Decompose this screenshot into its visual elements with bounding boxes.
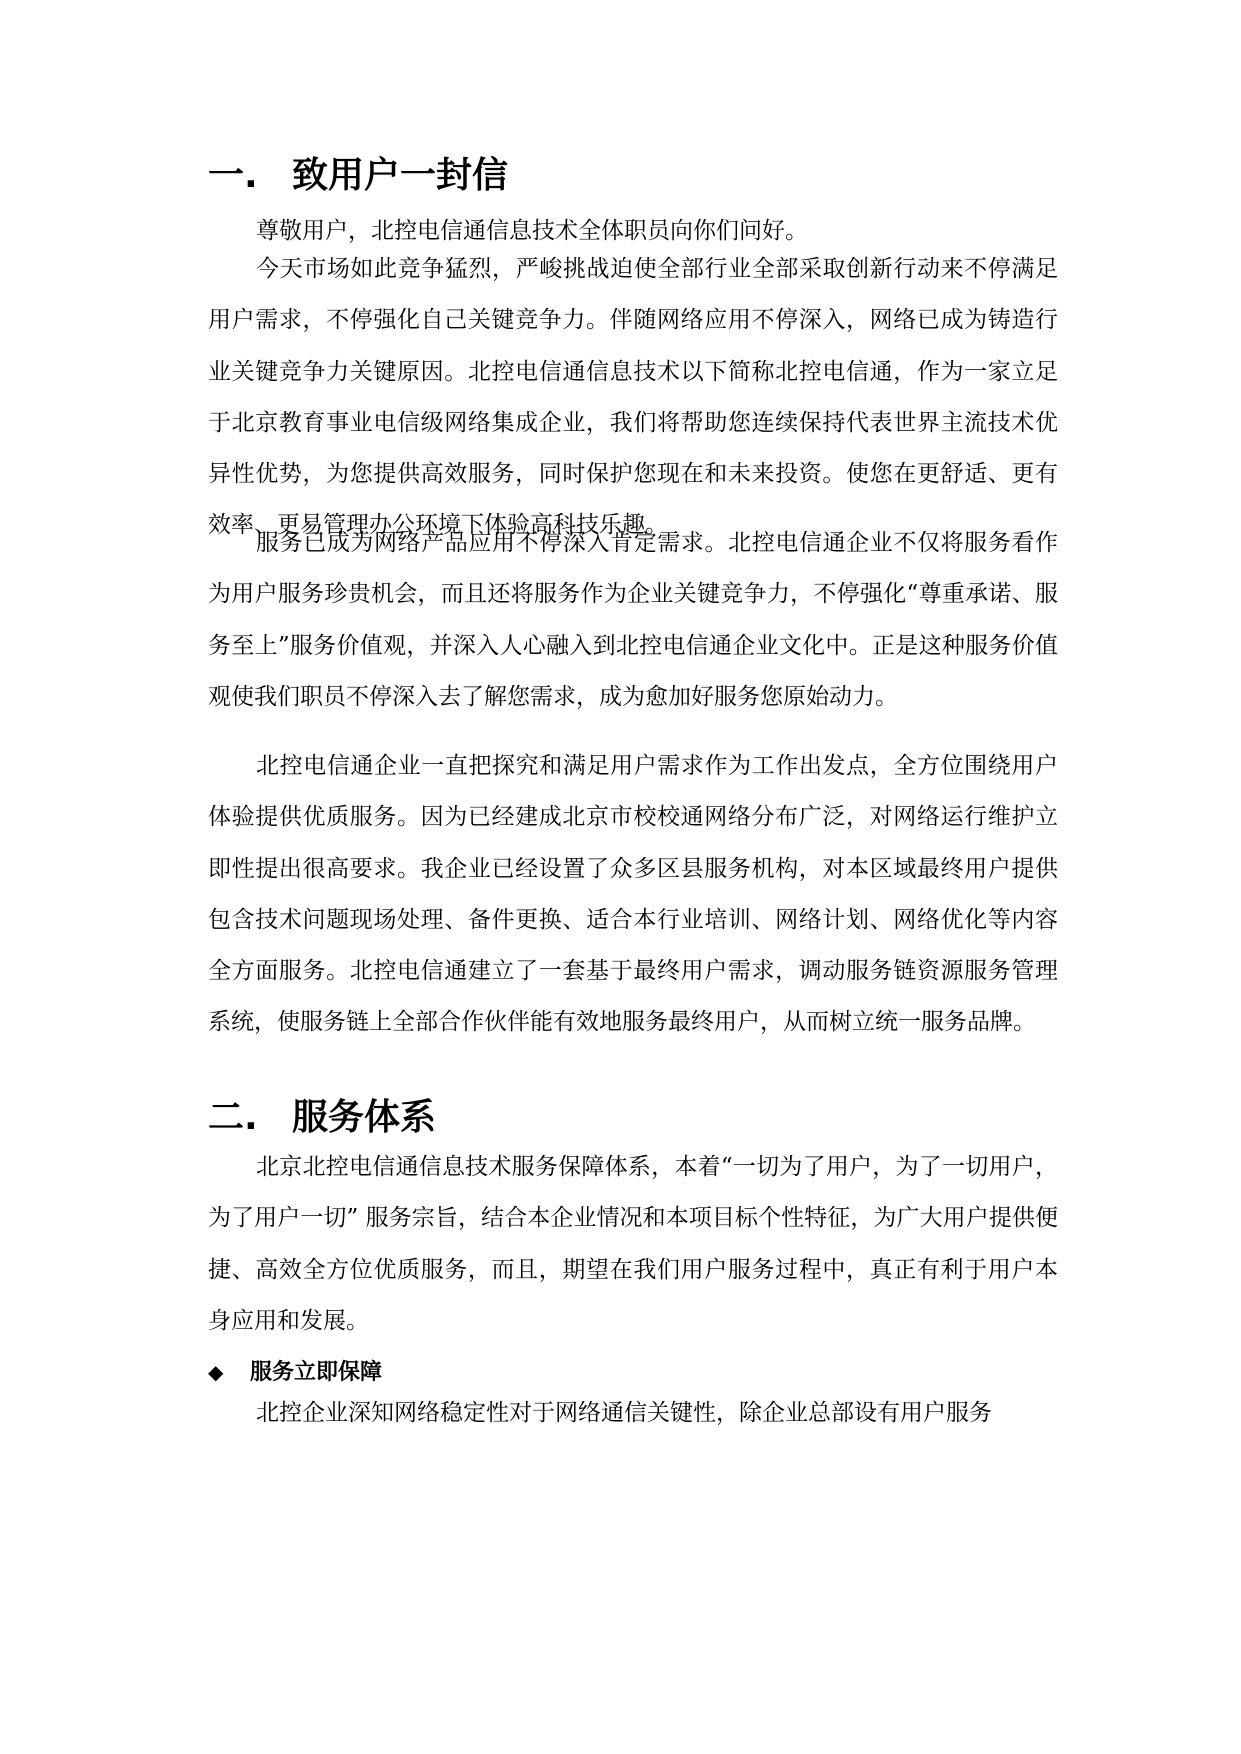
section-1-paragraph-2: 今天市场如此竞争猛烈，严峻挑战迫使全部行业全部采取创新行动来不停满足用户需求，不停强化自己关键竞争力。伴随网络应用不停深入，网络已成为铸造行业关键竞争力关键原因。北控电信通信息技术以下简称北控电信通，作为一家立足于北京教育事业电信级网络集成企业，我们将帮助您连续保持代表世界主流技术优异性优势，为您提供高效服务，同时保护您现在和未来投资。使您在更舒适、更有效率、更易管理办公环境下体验高科技乐趣。 bbox=[208, 256, 1058, 539]
subsection-paragraph: 北控企业深知网络稳定性对于网络通信关键性，除企业总部设有用户服务 bbox=[256, 1400, 992, 1426]
section-1-paragraph-4: 北控电信通企业一直把探究和满足用户需求作为工作出发点，全方位围绕用户体验提供优质服务。因为已经建成北京市校校通网络分布广泛，对网络运行维护立即性提出很高要求。我企业已经设置了众多区县服务机构，对本区域最终用户提供包含技术问题现场处理、备件更换、适合本行业培训、网络计划、网络优化等内容全方面服务。北控电信通建立了一套基于最终用户需求，调动服务链资源服务管理系统，使服务链上全部合作伙伴能有效地服务最终用户，从而树立统一服务品牌。 bbox=[208, 753, 1058, 1036]
section-1-paragraph-1: 尊敬用户，北控电信通信息技术全体职员向你们问好。 bbox=[256, 218, 808, 244]
section-2-heading bbox=[208, 1096, 436, 1140]
document-page bbox=[208, 0, 1058, 1754]
section-1-paragraph-3: 服务已成为网络产品应用不停深入肯定需求。北控电信通企业不仅将服务看作为用户服务珍贵机会，而且还将服务作为企业关键竞争力，不停强化“尊重承诺、服务至上”服务价值观，并深入人心融入到北控电信通企业文化中。正是这种服务价值观使我们职员不停深入去了解您需求，成为愈加好服务您原始动力。 bbox=[208, 530, 1058, 710]
section-2-title: 服务体系 bbox=[292, 1097, 437, 1138]
section-1-title: 致用户一封信 bbox=[292, 155, 509, 196]
section-2-number: 二. bbox=[208, 1097, 258, 1138]
subsection-heading bbox=[208, 1352, 382, 1393]
diamond-bullet-icon: ◆ bbox=[208, 1360, 224, 1384]
section-1-heading bbox=[208, 154, 508, 198]
section-2-paragraph-1: 北京北控电信通信息技术服务保障体系，本着“一切为了用户，为了一切用户，为了用户一切” 服务宗旨，结合本企业情况和本项目标个性特征，为广大用户提供便捷、高效全方位优质服务，而且，期望在我们用户服务过程中，真正有利于用户本身应用和发展。 bbox=[208, 1154, 1058, 1334]
subsection-title: 服务立即保障 bbox=[250, 1360, 383, 1385]
section-1-number: 一. bbox=[208, 155, 258, 196]
